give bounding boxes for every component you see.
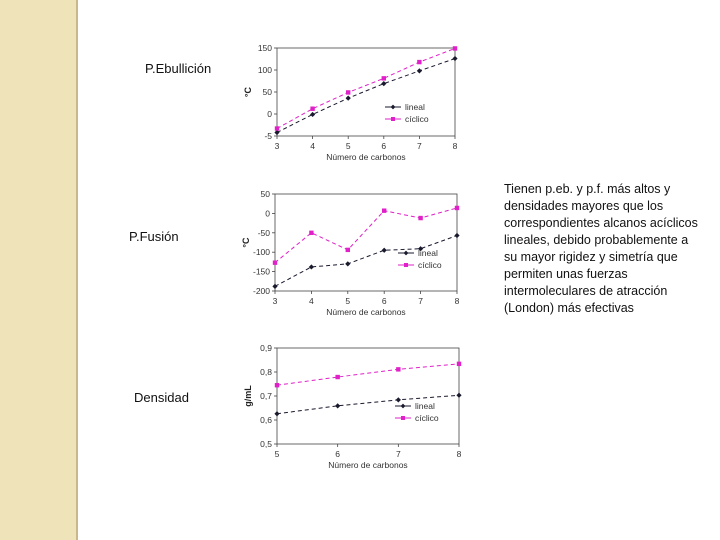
legend-marker xyxy=(391,105,396,110)
y-tick-label: 150 xyxy=(257,43,272,53)
label-densidad: Densidad xyxy=(134,390,189,405)
x-axis-label: Número de carbonos xyxy=(326,152,406,162)
data-point-lineal xyxy=(417,68,422,73)
data-point-lineal xyxy=(309,264,314,269)
x-tick-label: 7 xyxy=(418,296,423,306)
data-point-lineal xyxy=(346,96,351,101)
chart-boiling-point xyxy=(235,40,470,175)
x-tick-label: 5 xyxy=(345,141,351,151)
y-tick-label: -150 xyxy=(252,266,270,277)
legend-label: lineal xyxy=(405,102,425,112)
data-point-ciclico xyxy=(382,76,386,80)
data-point-lineal xyxy=(335,403,340,408)
x-tick-label: 4 xyxy=(309,296,314,306)
y-axis-label: g/mL xyxy=(243,385,253,407)
y-tick-label: -200 xyxy=(252,286,270,296)
decorative-sidebar xyxy=(0,0,78,540)
legend-marker xyxy=(391,117,395,121)
y-tick-label: -50 xyxy=(257,227,270,238)
label-fusion: P.Fusión xyxy=(129,229,179,244)
legend-marker xyxy=(401,416,405,420)
y-tick-label: 50 xyxy=(262,87,272,97)
plot-area xyxy=(275,194,457,291)
legend-marker xyxy=(404,251,409,256)
legend-marker xyxy=(401,404,406,409)
legend-label: cíclico xyxy=(405,114,429,124)
data-point-lineal xyxy=(452,56,457,61)
x-axis-label: Número de carbonos xyxy=(326,307,406,317)
legend-label: lineal xyxy=(415,401,435,411)
data-point-ciclico xyxy=(455,206,459,210)
y-axis-label: °C xyxy=(243,86,253,98)
data-point-ciclico xyxy=(457,362,461,366)
x-tick-label: 7 xyxy=(395,449,401,459)
data-point-ciclico xyxy=(310,107,314,111)
data-point-lineal xyxy=(382,248,387,253)
legend-label: cíclico xyxy=(418,260,442,270)
x-axis-label: Número de carbonos xyxy=(328,460,408,470)
plot-area xyxy=(277,348,459,444)
x-tick-label: 3 xyxy=(274,141,280,151)
data-point-ciclico xyxy=(346,90,350,94)
data-point-ciclico xyxy=(275,126,279,130)
y-tick-label: 0,8 xyxy=(260,367,272,377)
data-point-ciclico xyxy=(273,260,277,264)
data-point-ciclico xyxy=(453,46,457,50)
data-point-ciclico xyxy=(417,60,421,64)
data-point-lineal xyxy=(454,233,459,238)
data-point-ciclico xyxy=(335,375,339,379)
y-tick-label: 0,7 xyxy=(260,391,272,401)
data-point-lineal xyxy=(274,411,279,416)
legend-label: cíclico xyxy=(415,413,439,423)
y-tick-label: 0 xyxy=(267,109,272,119)
series-line-ciclico xyxy=(277,364,459,385)
y-tick-label: -5 xyxy=(264,131,272,141)
data-point-lineal xyxy=(456,393,461,398)
y-tick-label: 0,5 xyxy=(260,439,272,449)
legend-marker xyxy=(404,263,408,267)
x-tick-label: 6 xyxy=(381,141,387,151)
y-axis-label: °C xyxy=(241,237,251,248)
data-point-ciclico xyxy=(309,231,313,235)
label-ebullicion: P.Ebullición xyxy=(145,61,212,76)
chart-density xyxy=(235,342,470,470)
data-point-ciclico xyxy=(382,208,386,212)
x-tick-label: 5 xyxy=(274,449,280,459)
x-tick-label: 4 xyxy=(310,141,315,151)
x-tick-label: 6 xyxy=(335,449,341,459)
y-tick-label: 0,9 xyxy=(260,343,272,353)
chart-melting-point xyxy=(235,187,470,322)
x-tick-label: 8 xyxy=(452,141,458,151)
y-tick-label: 0,6 xyxy=(260,415,272,425)
data-point-lineal xyxy=(396,397,401,402)
data-point-lineal xyxy=(345,261,350,266)
data-point-lineal xyxy=(310,112,315,117)
x-tick-label: 5 xyxy=(345,296,351,306)
y-tick-label: 0 xyxy=(265,208,270,219)
legend-label: lineal xyxy=(418,248,438,258)
data-point-lineal xyxy=(381,81,386,86)
data-point-ciclico xyxy=(418,216,422,220)
x-tick-label: 7 xyxy=(417,141,422,151)
data-point-ciclico xyxy=(396,367,400,371)
x-tick-label: 6 xyxy=(381,296,387,306)
description-text: Tienen p.eb. y p.f. más altos y densidades mayores que los correspondientes alcanos acíclicos lineales, debido probablemente a su mayor rigidez y simetría que permiten unas fuerzas intermoleculares de atracción (London) más efectivas xyxy=(504,182,698,315)
y-tick-label: -100 xyxy=(252,247,270,258)
data-point-lineal xyxy=(272,284,277,289)
y-tick-label: 100 xyxy=(257,65,272,75)
data-point-ciclico xyxy=(275,383,279,387)
y-tick-label: 50 xyxy=(260,189,270,199)
data-point-ciclico xyxy=(346,248,350,252)
x-tick-label: 3 xyxy=(272,296,278,306)
x-tick-label: 8 xyxy=(454,296,460,306)
x-tick-label: 8 xyxy=(456,449,462,459)
